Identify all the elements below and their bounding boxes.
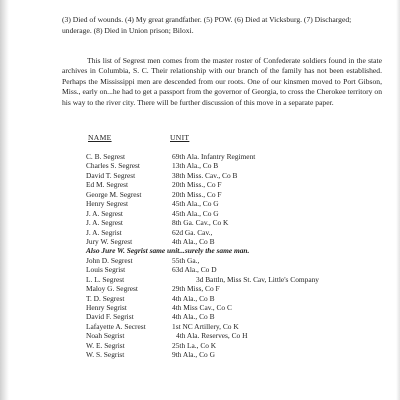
table-row xyxy=(86,294,386,303)
soldier-unit: 25th La., Co K xyxy=(172,340,217,350)
soldier-name: Noah Segrist xyxy=(86,331,125,341)
soldier-unit: 4th Miss Cav., Co C xyxy=(172,303,232,312)
soldier-unit: 45th Ala., Co G xyxy=(172,199,219,209)
table-row xyxy=(86,265,386,274)
roster-note: Also Jure W. Segrist same unit...surely the same man. xyxy=(86,246,250,256)
table-row xyxy=(86,218,386,227)
soldier-unit: 4th Ala., Co B xyxy=(172,236,215,246)
soldier-unit: 62d Ga. Cav., xyxy=(172,227,213,237)
soldier-name: David F. Segrist xyxy=(86,312,134,322)
soldier-name: David T. Segrest xyxy=(86,170,136,180)
soldier-unit: 9th Ala., Co G xyxy=(172,350,215,360)
soldier-name: W. E. Segrist xyxy=(86,340,125,350)
soldier-name: Henry Segrist xyxy=(86,303,127,312)
soldier-unit: 4th Ala., Co B xyxy=(172,312,215,322)
soldier-unit: 1st NC Artillery, Co K xyxy=(172,321,239,331)
table-row xyxy=(86,237,386,246)
table-row xyxy=(86,256,386,265)
footnotes-paragraph: (3) Died of wounds. (4) My great grandfather. (5) POW. (6) Died at Vicksburg. (7) Discharged; underage. (8) Died in Union prison; Biloxi. xyxy=(62,15,352,35)
table-row xyxy=(86,199,386,208)
soldier-name: J. A. Segrist xyxy=(86,227,122,237)
soldier-unit: 55th Ga., xyxy=(172,255,200,265)
scanned-page-left-edge xyxy=(0,0,9,400)
table-row xyxy=(86,171,386,180)
table-row xyxy=(86,322,386,331)
soldier-name: W. S. Segrist xyxy=(86,350,125,360)
table-row xyxy=(86,341,386,350)
table-row xyxy=(86,303,386,312)
soldier-unit: 45th Ala., Co G xyxy=(172,208,219,218)
table-row xyxy=(86,161,386,170)
roster-note-row xyxy=(86,246,386,255)
table-row xyxy=(86,228,386,237)
soldier-name: Lafayette A. Secrest xyxy=(86,321,146,331)
soldier-unit: 13th Ala., Co B xyxy=(172,161,219,171)
soldier-unit: 38th Miss. Cav., Co B xyxy=(172,170,238,180)
soldier-unit: 4th Ala., Co B xyxy=(172,293,215,303)
soldier-name: Jury W. Segrest xyxy=(86,236,133,246)
soldier-name: Charles S. Segrest xyxy=(86,161,140,171)
soldier-name: J. A. Segrest xyxy=(86,208,123,218)
soldier-name: George M. Segrest xyxy=(86,189,142,199)
soldier-name: T. D. Segrest xyxy=(86,293,125,303)
scanned-page-right-edge xyxy=(396,0,400,400)
table-row xyxy=(86,275,386,284)
table-row xyxy=(86,152,386,161)
soldier-name: Louis Segrist xyxy=(86,265,126,275)
soldier-unit: 3d Battln, Miss St. Cav, Little's Company xyxy=(196,274,320,284)
table-row xyxy=(86,312,386,321)
soldier-name: L. L. Segrest xyxy=(86,274,125,284)
soldier-unit: 20th Miss., Co F xyxy=(172,189,222,199)
soldier-name: Ed M. Segrest xyxy=(86,180,129,190)
soldier-name: C. B. Segrest xyxy=(86,152,126,161)
soldier-unit: 4th Ala. Reserves, Co H xyxy=(176,331,248,341)
intro-paragraph: This list of Segrest men comes from the master roster of Confederate soldiers found in the state archives in Columbia, S. C. Their relationship with our branch of the family has not been established. Perhaps the Mississippi men are descended from our roots. One of our kinsmen moved to Port Gibson, Miss., early on...he had to get a passport from the governor of Georgia, to cross the Cherokee territory on his way to the river city. There will be further discussion of this move in a separate paper. xyxy=(62,56,382,107)
soldier-name: J. A. Segrest xyxy=(86,218,123,228)
soldier-unit: 69th Ala. Infantry Regiment xyxy=(172,152,256,161)
table-row xyxy=(86,284,386,293)
soldier-name: Maloy G. Segrest xyxy=(86,284,138,294)
soldier-name: John D. Segrest xyxy=(86,255,133,265)
table-row xyxy=(86,209,386,218)
soldier-unit: 63d Ala., Co D xyxy=(172,265,217,275)
soldier-name: Henry Segrest xyxy=(86,199,129,209)
table-row xyxy=(86,180,386,189)
table-row xyxy=(86,331,386,340)
table-row xyxy=(86,190,386,199)
soldier-unit: 29th Miss, Co F xyxy=(172,284,220,294)
table-row xyxy=(86,350,386,359)
soldier-unit: 8th Ga. Cav., Co K xyxy=(172,218,229,228)
column-header-unit: UNIT xyxy=(170,133,190,142)
column-header-name: NAME xyxy=(88,133,112,142)
soldier-unit: 20th Miss., Co F xyxy=(172,180,222,190)
roster-list xyxy=(86,152,386,360)
